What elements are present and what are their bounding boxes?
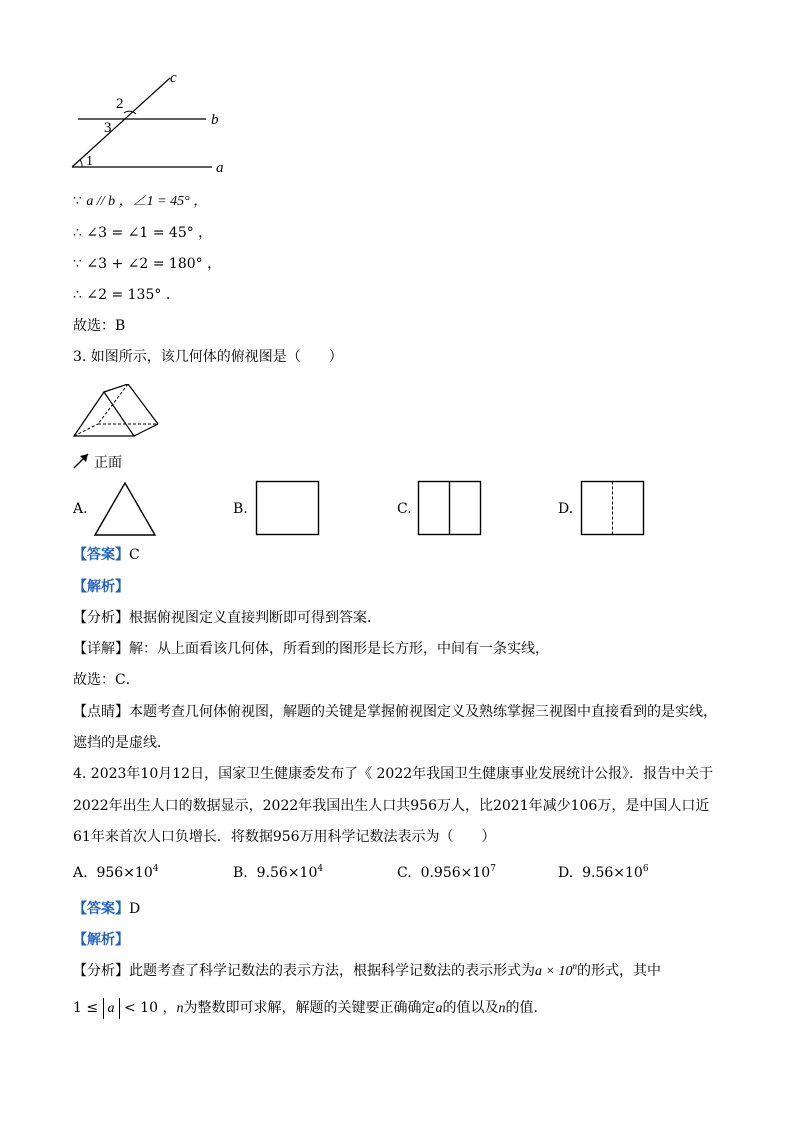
option-c-rectangle-solid-line — [417, 480, 483, 537]
option-letter: D. — [558, 865, 574, 881]
therefore-symbol: ∴ — [73, 225, 82, 241]
proof-line-3 — [73, 255, 221, 273]
q3-fenxi — [73, 609, 381, 627]
proof-text: a // b ，∠1 = 45° ， — [86, 194, 208, 209]
angle-1-arc — [80, 160, 82, 167]
q4-option-b — [233, 864, 323, 882]
option-exponent: 4 — [317, 864, 324, 874]
option-value: 0.956×10 — [420, 865, 491, 881]
answer-tag: 【答案】 — [73, 547, 129, 563]
fenxi-text: 根据俯视图定义直接判断即可得到答案． — [129, 610, 381, 626]
option-letter: B. — [233, 865, 248, 881]
q3-option-a-letter: A. — [73, 501, 88, 517]
proof-text: ∠3 = ∠1 = 45° ， — [86, 225, 213, 241]
q4-line-3: 61年来首次人口负增长．将数据956万用科学记数法表示为（ ） — [73, 829, 496, 845]
q4-answer — [73, 900, 140, 918]
q3-question: 3. 如图所示，该几何体的俯视图是（ ） — [73, 349, 343, 365]
therefore-symbol: ∴ — [73, 287, 82, 303]
option-b-rectangle — [255, 480, 321, 537]
formula-base: a × 10 — [535, 964, 573, 979]
label-b: b — [211, 112, 219, 128]
option-value: 9.56×10 — [256, 865, 318, 881]
proof-line-4 — [73, 286, 170, 304]
option-d-rectangle-dashed-line — [580, 480, 646, 537]
option-value: 956×10 — [96, 865, 153, 881]
option-exponent: 6 — [642, 864, 649, 874]
prism-bottom-right-edge — [134, 424, 158, 436]
fenxi-tag: 【分析】 — [73, 963, 129, 979]
formula-exponent: n — [572, 961, 577, 971]
inequality-left: 1 ≤ — [73, 1000, 99, 1016]
var-n: n — [176, 1001, 184, 1016]
fenxi-text: 此题考查了科学记数法的表示方法，根据科学记数法的表示形式为 — [129, 963, 535, 979]
label-3: 3 — [104, 120, 112, 136]
fenxi-text: 为整数即可求解，解题的关键要正确确定 — [183, 1000, 436, 1016]
label-c: c — [170, 70, 177, 86]
prism-front-face — [74, 392, 134, 436]
dianjing-text: 本题考查几何体俯视图，解题的关键是掌握俯视图定义及熟练掌握三视图中直接看到的是实线， — [129, 704, 717, 720]
option-letter: A. — [73, 865, 88, 881]
var-n: n — [498, 1001, 506, 1016]
q3-option-c-letter: C. — [397, 501, 412, 517]
q4-option-a — [73, 864, 158, 882]
q3-dianjing — [73, 703, 717, 721]
analysis-tag: 【解析】 — [73, 932, 129, 948]
xiangjie-text: 解：从上面看该几何体，所看到的图形是长方形，中间有一条实线， — [129, 641, 549, 657]
prism-hidden-left-edge — [98, 384, 128, 424]
option-letter: C. — [397, 865, 412, 881]
q2-select: 故选：B — [73, 318, 126, 334]
parallel-lines-figure — [66, 70, 236, 180]
q4-fenxi-line-1 — [73, 962, 661, 981]
q3-option-d-letter: D. — [558, 501, 574, 517]
q3-answer — [73, 546, 140, 564]
q4-line-1: 4. 2023年10月12日，国家卫生健康委发布了《 2022年我国卫生健康事业发展统计公报》．报告中关于 — [73, 766, 714, 782]
q4-analysis — [73, 931, 129, 949]
option-exponent: 4 — [152, 864, 159, 874]
dianjing-tag: 【点睛】 — [73, 704, 129, 720]
q3-option-b-letter: B. — [233, 501, 248, 517]
because-symbol: ∵ — [73, 193, 82, 209]
because-symbol: ∵ — [73, 256, 82, 272]
q4-option-d — [558, 864, 649, 882]
fenxi-text: 的值以及 — [442, 1000, 499, 1016]
q3-dianjing-cont: 遮挡的是虚线． — [73, 735, 171, 751]
q4-line-2: 2022年出生人口的数据显示，2022年我国出生人口共956万人，比2021年减少106万，是中国人口近 — [73, 798, 710, 814]
q4-option-c — [397, 864, 496, 882]
abs-value: a — [103, 998, 120, 1019]
proof-line-1 — [73, 192, 207, 211]
xiangjie-tag: 【详解】 — [73, 641, 129, 657]
q3-analysis — [73, 578, 129, 596]
q3-select: 故选：C． — [73, 672, 140, 688]
proof-text: ∠3 + ∠2 = 180° ， — [86, 256, 222, 272]
analysis-tag: 【解析】 — [73, 579, 129, 595]
q4-fenxi-line-2 — [73, 998, 547, 1019]
answer-tag: 【答案】 — [73, 901, 129, 917]
var-a: a — [435, 1001, 443, 1016]
option-exponent: 7 — [490, 864, 496, 874]
label-a: a — [216, 160, 224, 176]
label-2: 2 — [116, 96, 124, 112]
proof-line-2 — [73, 224, 212, 242]
q3-xiangjie — [73, 640, 549, 658]
fenxi-tag: 【分析】 — [73, 610, 129, 626]
inequality-right: < 10 ， — [124, 1000, 177, 1016]
answer-value: C — [129, 547, 140, 563]
fenxi-text: 的值． — [505, 1000, 548, 1016]
answer-value: D — [129, 901, 141, 917]
front-label: 正面 — [94, 455, 122, 471]
fenxi-text: 的形式，其中 — [576, 963, 661, 979]
option-a-triangle — [93, 480, 159, 538]
label-1: 1 — [86, 154, 93, 169]
prism-back-right-edge — [128, 384, 158, 424]
option-value: 9.56×10 — [582, 865, 643, 881]
proof-text: ∠2 = 135° . — [86, 287, 171, 303]
